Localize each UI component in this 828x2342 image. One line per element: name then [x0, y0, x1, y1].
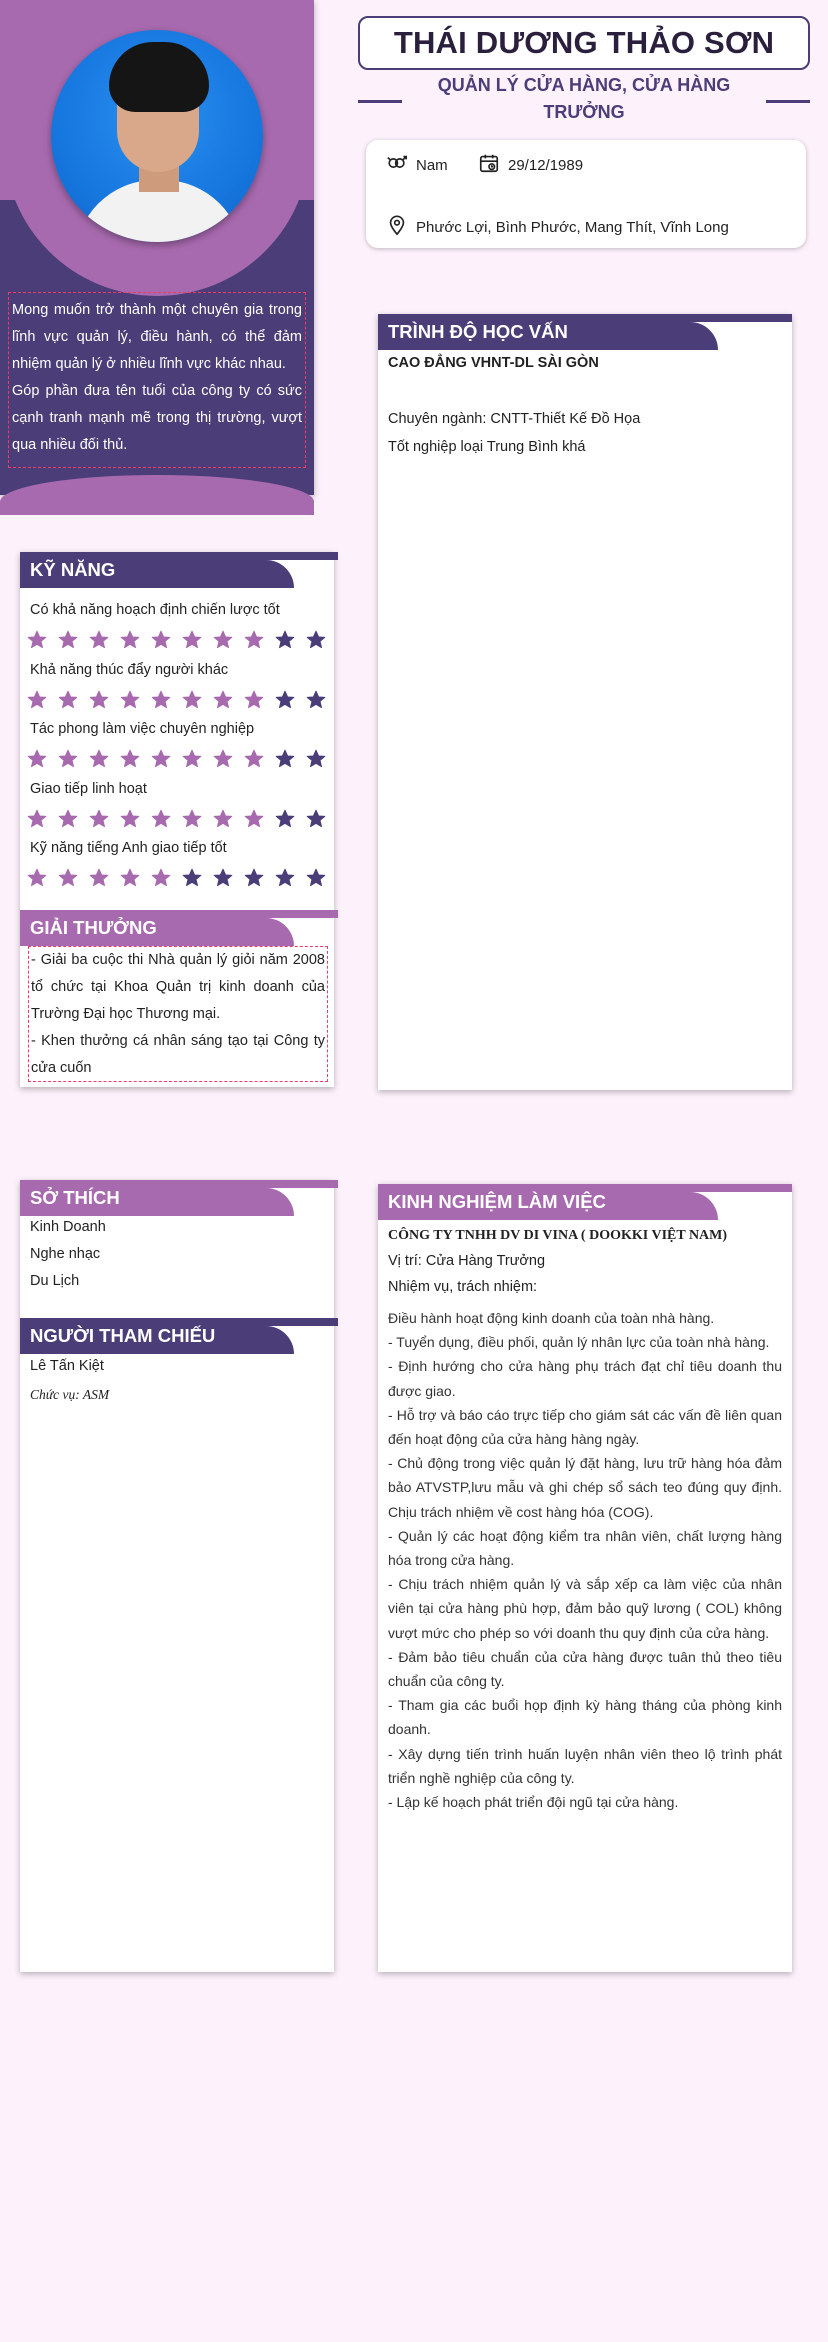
skill-rating — [27, 690, 326, 710]
star-empty-icon — [275, 630, 295, 650]
calendar-icon — [478, 152, 500, 178]
skill-rating — [27, 749, 326, 769]
star-filled-icon — [182, 749, 202, 769]
star-empty-icon — [182, 868, 202, 888]
duty-item: - Chịu trách nhiệm quản lý và sắp xếp ca làm việc của nhân viên tại cửa hàng phù hợp, đảm bảo quỹ lương ( COL) không vượt mức cho phép so với doanh thu quy định của cửa hàng. — [388, 1576, 782, 1641]
star-empty-icon — [306, 749, 326, 769]
hobbies-list — [30, 1214, 106, 1295]
full-name: THÁI DƯƠNG THẢO SƠN — [358, 16, 810, 70]
skill-label: Kỹ năng tiếng Anh giao tiếp tốt — [30, 840, 227, 856]
star-empty-icon — [306, 690, 326, 710]
star-filled-icon — [213, 809, 233, 829]
star-filled-icon — [213, 630, 233, 650]
hobbies-references-card — [20, 1180, 334, 1972]
star-filled-icon — [27, 749, 47, 769]
star-filled-icon — [27, 630, 47, 650]
star-filled-icon — [151, 630, 171, 650]
star-empty-icon — [275, 809, 295, 829]
hobby-item: Du Lịch — [30, 1273, 80, 1289]
duty-item: - Tuyển dụng, điều phối, quản lý nhân lực của toàn nhà hàng. — [388, 1334, 770, 1351]
job-title: QUẢN LÝ CỬA HÀNG, CỬA HÀNG TRƯỞNG — [437, 75, 731, 122]
star-filled-icon — [89, 630, 109, 650]
star-filled-icon — [120, 630, 140, 650]
title-divider-left — [358, 100, 402, 103]
references-heading-tail — [250, 1318, 338, 1326]
profile-bottom-wave — [0, 475, 314, 495]
star-filled-icon — [120, 809, 140, 829]
star-filled-icon — [120, 690, 140, 710]
star-filled-icon — [89, 749, 109, 769]
education-heading-tail — [674, 314, 792, 322]
star-filled-icon — [58, 630, 78, 650]
star-filled-icon — [58, 868, 78, 888]
star-empty-icon — [275, 749, 295, 769]
duty-item: - Tham gia các buổi họp định kỳ hàng tháng của phòng kinh doanh. — [388, 1697, 782, 1738]
education-school: CAO ĐẲNG VHNT-DL SÀI GÒN — [388, 355, 599, 371]
skill-label: Giao tiếp linh hoạt — [30, 780, 147, 797]
awards-heading-text: GIẢI THƯỞNG — [30, 917, 157, 938]
skill-rating — [27, 809, 326, 829]
gender-icon — [386, 152, 408, 178]
hobby-item: Kinh Doanh — [30, 1219, 106, 1235]
avatar-hair — [109, 42, 209, 112]
reference-position: Chức vụ: ASM — [30, 1387, 110, 1402]
duty-item: - Lập kế hoạch phát triển đội ngũ tại cửa hàng. — [388, 1794, 679, 1811]
duty-item: - Chủ động trong việc quản lý đặt hàng, lưu trữ hàng hóa đảm bảo ATVSTP,lưu mẫu và ghi chép sổ sách teo đúng quy định. Chịu trách nhiệm về cost hàng hóa (COG). — [388, 1455, 782, 1520]
star-filled-icon — [27, 868, 47, 888]
hobby-item: Nghe nhạc — [30, 1246, 101, 1262]
career-objective — [8, 292, 306, 468]
avatar — [51, 30, 263, 242]
star-filled-icon — [58, 809, 78, 829]
star-filled-icon — [27, 690, 47, 710]
skills-heading-tail — [250, 552, 338, 560]
references-heading-text: NGƯỜI THAM CHIẾU — [30, 1325, 216, 1346]
education-heading — [378, 314, 674, 350]
references-heading — [20, 1318, 250, 1354]
star-filled-icon — [120, 868, 140, 888]
education-grade: Tốt nghiệp loại Trung Bình khá — [388, 439, 586, 455]
duty-item: - Hỗ trợ và báo cáo trực tiếp cho giám sát các vấn đề liên quan đến hoạt động của cửa hàng hàng ngày. — [388, 1406, 782, 1448]
star-filled-icon — [58, 749, 78, 769]
star-filled-icon — [244, 690, 264, 710]
duty-item: - Quản lý các hoạt động kiểm tra nhân viên, chất lượng hàng hóa trong cửa hàng. — [388, 1527, 782, 1569]
objective-line-1: Mong muốn trở thành một chuyên gia trong lĩnh vực quản lý, điều hành, có thể đảm nhiệm quản lý ở nhiều lĩnh vực khác nhau. — [12, 302, 302, 372]
experience-position: Vị trí: Cửa Hàng Trưởng — [388, 1253, 546, 1269]
experience-duties-label: Nhiệm vụ, trách nhiệm: — [388, 1279, 538, 1295]
profile-card — [0, 0, 314, 495]
star-filled-icon — [213, 690, 233, 710]
objective-line-2: Góp phần đưa tên tuổi của công ty có sức cạnh tranh mạnh mẽ trong thị trường, vượt qua nhiều đối thủ. — [12, 383, 302, 453]
awards-content — [28, 946, 328, 1082]
skill-label: Khả năng thúc đẩy người khác — [30, 661, 229, 678]
duty-item: Điều hành hoạt động kinh doanh của toàn nhà hàng. — [388, 1310, 715, 1326]
skill-rating — [27, 630, 326, 650]
experience-heading-tail — [674, 1184, 792, 1192]
star-empty-icon — [306, 809, 326, 829]
star-filled-icon — [89, 690, 109, 710]
star-filled-icon — [182, 809, 202, 829]
award-item-1: - Giải ba cuộc thi Nhà quản lý giỏi năm 2008 tổ chức tại Khoa Quản trị kinh doanh của Trường Đại học Thương mại. — [31, 952, 325, 1022]
star-filled-icon — [151, 690, 171, 710]
personal-info — [366, 140, 806, 248]
star-empty-icon — [213, 868, 233, 888]
skills-heading — [20, 552, 250, 588]
star-filled-icon — [89, 809, 109, 829]
star-filled-icon — [89, 868, 109, 888]
star-empty-icon — [306, 868, 326, 888]
skill-rating — [27, 868, 326, 888]
star-filled-icon — [244, 749, 264, 769]
experience-duties — [388, 1306, 782, 1814]
duty-item: - Đảm bảo tiêu chuẩn của cửa hàng được tuân thủ theo tiêu chuẩn của công ty. — [388, 1648, 782, 1690]
star-filled-icon — [27, 809, 47, 829]
experience-heading — [378, 1184, 674, 1220]
birthday-value: 29/12/1989 — [508, 156, 584, 174]
skills-heading-text: KỸ NĂNG — [30, 559, 116, 580]
star-filled-icon — [151, 809, 171, 829]
hobbies-heading — [20, 1180, 250, 1216]
location-pin-icon — [386, 214, 408, 240]
education-heading-text: TRÌNH ĐỘ HỌC VẤN — [388, 321, 568, 342]
star-filled-icon — [244, 630, 264, 650]
star-empty-icon — [275, 690, 295, 710]
star-filled-icon — [151, 749, 171, 769]
award-item-2: - Khen thưởng cá nhân sáng tạo tại Công ty cửa cuốn — [31, 1033, 325, 1076]
skill-label: Có khả năng hoạch định chiến lược tốt — [30, 602, 280, 618]
star-filled-icon — [244, 809, 264, 829]
star-filled-icon — [58, 690, 78, 710]
star-filled-icon — [182, 630, 202, 650]
star-filled-icon — [151, 868, 171, 888]
gender-value: Nam — [416, 156, 448, 174]
star-filled-icon — [213, 749, 233, 769]
hobbies-heading-text: SỞ THÍCH — [30, 1187, 120, 1208]
awards-heading-tail — [250, 910, 338, 918]
duty-item: - Định hướng cho cửa hàng phụ trách đạt chỉ tiêu doanh thu được giao. — [388, 1358, 782, 1399]
title-divider-right — [766, 100, 810, 103]
star-empty-icon — [244, 868, 264, 888]
skill-label: Tác phong làm việc chuyên nghiệp — [30, 721, 255, 737]
education-major: Chuyên ngành: CNTT-Thiết Kế Đồ Họa — [388, 411, 641, 427]
awards-heading — [20, 910, 250, 946]
star-filled-icon — [182, 690, 202, 710]
address-value: Phước Lợi, Bình Phước, Mang Thít, Vĩnh Long — [416, 218, 729, 236]
hobbies-heading-tail — [250, 1180, 338, 1188]
star-empty-icon — [306, 630, 326, 650]
star-filled-icon — [120, 749, 140, 769]
experience-heading-text: KINH NGHIỆM LÀM VIỆC — [388, 1191, 606, 1212]
experience-company: CÔNG TY TNHH DV DI VINA ( DOOKKI VIỆT NAM) — [388, 1228, 728, 1243]
duty-item: - Xây dựng tiến trình huấn luyện nhân viên theo lộ trình phát triển nghề nghiệp của công ty. — [388, 1745, 782, 1786]
star-empty-icon — [275, 868, 295, 888]
reference-name: Lê Tấn Kiệt — [30, 1358, 104, 1374]
